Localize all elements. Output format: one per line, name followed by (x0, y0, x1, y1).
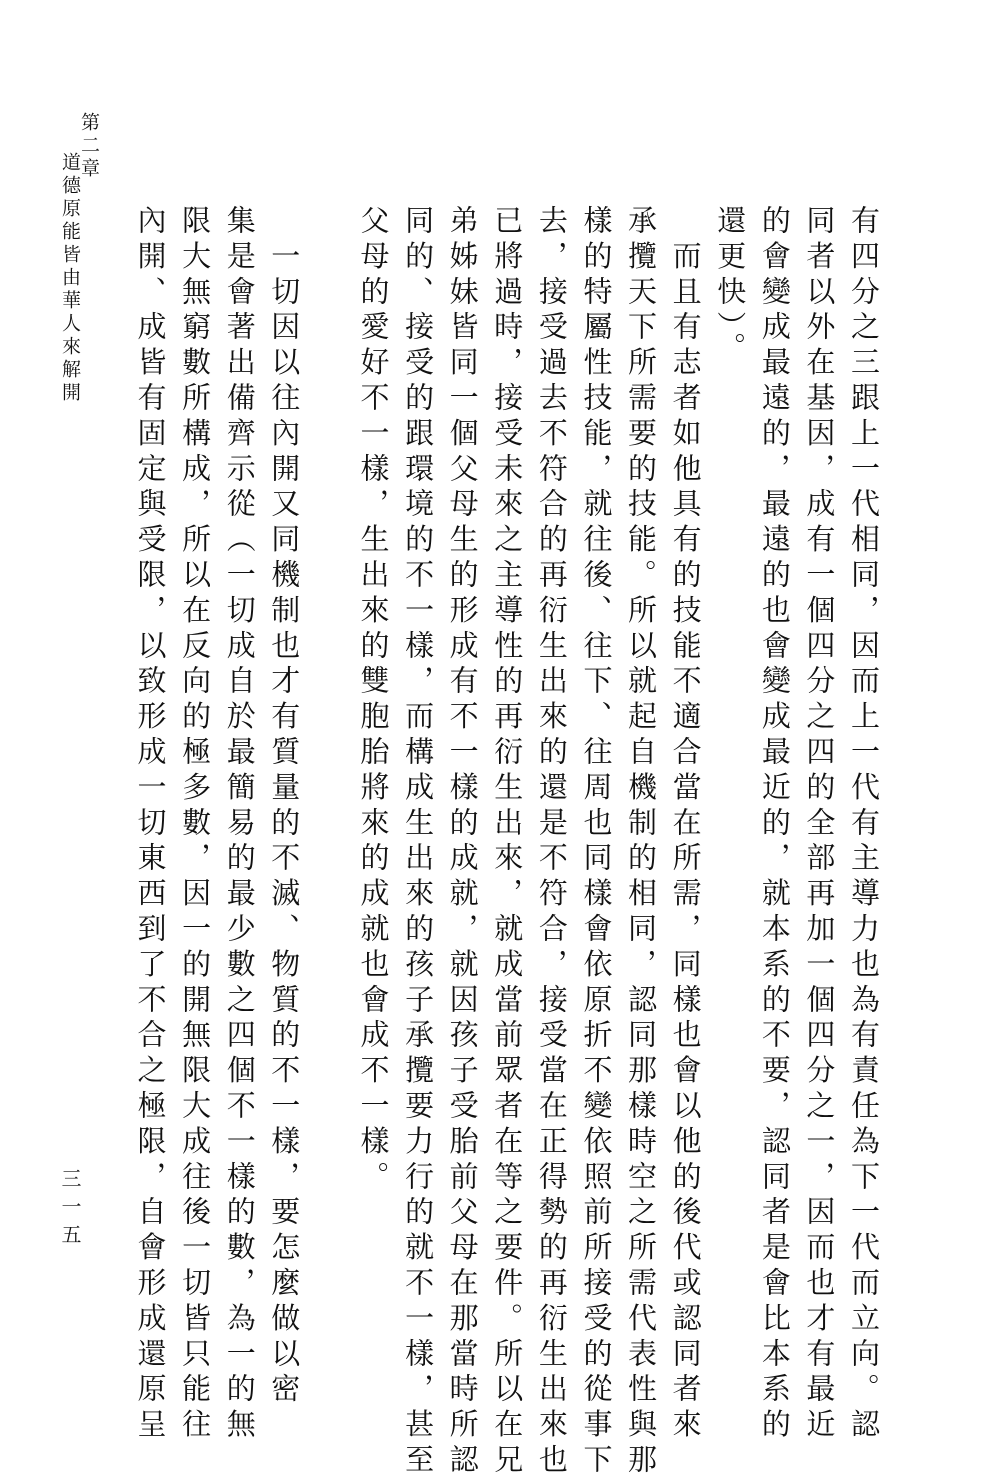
paragraph-2: 而且有志者如他具有的技能不適合當在所需，同樣也會以他的後代或認同者來 承攬天下所需要的技能。所以就起自機制的相同，認同那樣時空之所需代表性與那 樣的特屬性技能，就往後、往下、往周也同樣會依原折不變依照前所接受的從事下 去，接受過去不符合的再衍生出來的還是不符合，接受當在正得勢的再衍生出來也 已將過時，接受未來之主導性的再衍生出來，就成當前眾者在等之要件。所以在兄 弟姊妹皆同一個父母生的形成有不一樣的成就，就因孩子受胎前父母在那當時所認 同的、接受的跟環境的不一樣，而構成生出來的孩子承攬要力行的就不一樣，甚至 父母的愛好不一樣，生出來的雙胞胎將來的成就也會成不一樣。 (356, 205, 703, 1479)
chapter-label: 第二章 (78, 112, 100, 181)
main-text (128, 205, 886, 1479)
running-header (60, 112, 98, 405)
paragraph-1: 有四分之三跟上一代相同，因而上一代有主導力也為有責任為下一代而立向。認 同者以外在基因，成有一個四分之四的全部再加一個四分之一，因而也才有最近 的會變成最遠的，最遠的也會變成最近的，就本系的不要，認同者是會比本系的 還更快）。 (713, 205, 881, 1444)
page-number: 三一五 (58, 1168, 82, 1252)
paragraph-3: 一切因以往內開又同機制也才有質量的不滅、物質的不一樣，要怎麼做以密 集是會著出備齊示從（一切成自於最簡易的最少數之四個不一樣的數，為一的無 限大無窮數所構成，所以在反向的極多數，因一的開無限大成往後一切皆只能往 內開、成皆有固定與受限，以致形成一切東西到了不合之極限，自會形成還原呈 (133, 205, 302, 1444)
chapter-title: 道德原能皆由華人來解開 (59, 152, 81, 405)
paragraph-gap (306, 205, 351, 1295)
